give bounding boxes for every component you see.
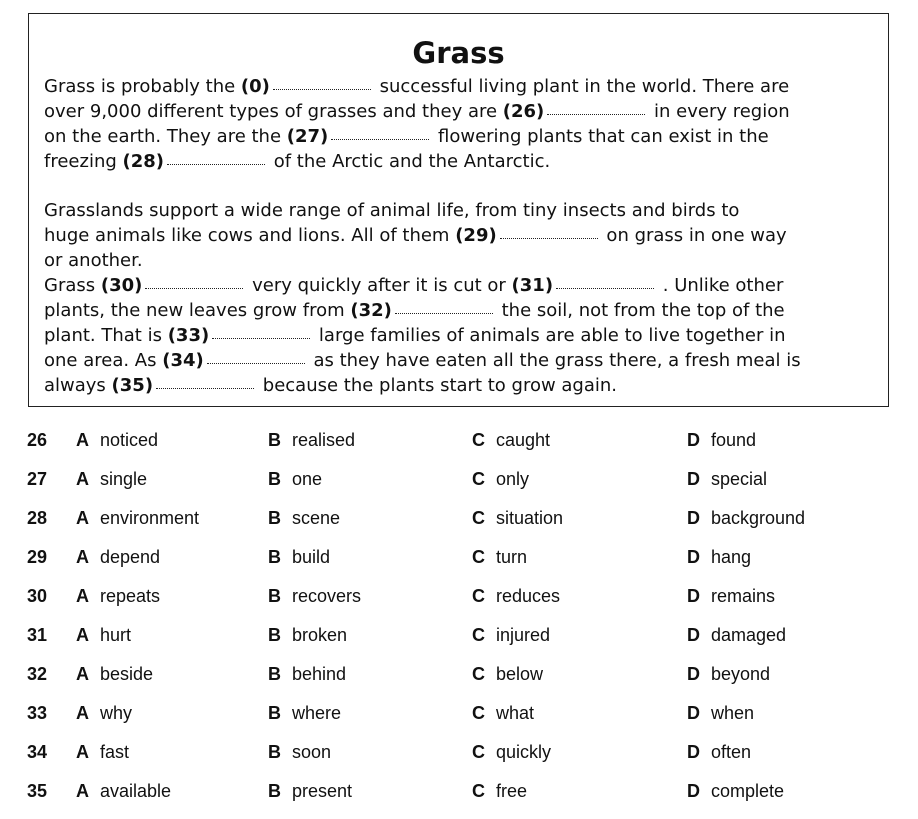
- question-row-30: [0, 585, 918, 624]
- option-text: turn: [496, 547, 528, 567]
- passage-text: very quickly after it is cut or: [246, 275, 512, 296]
- question-number: 31: [27, 625, 48, 645]
- option-b[interactable]: [268, 624, 347, 646]
- option-b[interactable]: [268, 780, 352, 802]
- option-a[interactable]: [76, 507, 199, 529]
- gap-number: (35): [111, 375, 154, 396]
- passage-line: [44, 348, 884, 373]
- option-c[interactable]: [472, 741, 551, 763]
- option-b[interactable]: [268, 429, 355, 451]
- option-letter: A: [76, 469, 89, 489]
- option-text: scene: [292, 508, 341, 528]
- passage-line: [44, 124, 884, 149]
- answer-gap[interactable]: [156, 382, 254, 389]
- option-d[interactable]: [687, 507, 805, 529]
- gap-number: (26): [502, 101, 545, 122]
- option-letter: B: [268, 742, 281, 762]
- option-letter: D: [687, 781, 700, 801]
- passage-text: in every region: [648, 101, 790, 122]
- option-letter: B: [268, 547, 281, 567]
- question-row-29: [0, 546, 918, 585]
- question-number: 28: [27, 508, 48, 528]
- option-text: situation: [496, 508, 564, 528]
- passage-text: large families of animals are able to live together in: [313, 325, 786, 346]
- passage-title: Grass: [412, 36, 505, 70]
- option-letter: B: [268, 586, 281, 606]
- passage-text: one area. As: [44, 350, 163, 371]
- option-text: hang: [711, 547, 752, 567]
- option-text: below: [496, 664, 544, 684]
- option-a[interactable]: [76, 780, 171, 802]
- option-c[interactable]: [472, 624, 550, 646]
- option-letter: C: [472, 742, 485, 762]
- question-number: 32: [27, 664, 48, 684]
- passage-box: [28, 13, 889, 407]
- question-row-26: [0, 429, 918, 468]
- option-text: when: [711, 703, 755, 723]
- question-number: 26: [27, 430, 48, 450]
- passage-text: Grasslands support a wide range of animal life, from tiny insects and birds to: [44, 200, 740, 221]
- option-letter: B: [268, 703, 281, 723]
- option-text: depend: [100, 547, 161, 567]
- gap-number: (31): [511, 275, 554, 296]
- gap-number: (29): [455, 225, 497, 246]
- option-letter: D: [687, 430, 700, 450]
- option-letter: A: [76, 625, 89, 645]
- option-letter: A: [76, 430, 89, 450]
- option-d[interactable]: [687, 429, 756, 451]
- passage-text: freezing: [44, 151, 123, 172]
- question-row-35: [0, 780, 918, 819]
- option-letter: C: [472, 430, 485, 450]
- option-letter: C: [472, 547, 485, 567]
- option-text: single: [100, 469, 148, 489]
- passage-text: plant. That is: [44, 325, 168, 346]
- option-text: behind: [292, 664, 347, 684]
- question-number: 34: [27, 742, 48, 762]
- option-letter: C: [472, 586, 485, 606]
- option-text: beside: [100, 664, 154, 684]
- gap-number: (33): [167, 325, 210, 346]
- option-b[interactable]: [268, 663, 346, 685]
- option-letter: C: [472, 625, 485, 645]
- option-letter: D: [687, 703, 700, 723]
- option-text: beyond: [711, 664, 771, 684]
- option-c[interactable]: [472, 585, 560, 607]
- option-a[interactable]: [76, 546, 160, 568]
- passage-text: flowering plants that can exist in the: [432, 126, 769, 147]
- option-text: quickly: [496, 742, 552, 762]
- option-b[interactable]: [268, 468, 322, 490]
- option-text: only: [496, 469, 530, 489]
- question-number: 35: [27, 781, 48, 801]
- answer-gap[interactable]: [207, 357, 305, 364]
- gap-number: (0): [240, 76, 270, 97]
- option-letter: C: [472, 469, 485, 489]
- option-c[interactable]: [472, 507, 563, 529]
- answer-gap[interactable]: [212, 332, 310, 339]
- answer-gap[interactable]: [331, 133, 429, 140]
- passage-text: successful living plant in the world. There are: [373, 76, 790, 97]
- option-text: one: [292, 469, 323, 489]
- answer-gap[interactable]: [500, 232, 598, 239]
- option-letter: D: [687, 742, 700, 762]
- answer-gap[interactable]: [556, 282, 654, 289]
- option-text: where: [292, 703, 342, 723]
- option-text: complete: [711, 781, 785, 801]
- passage-paragraph-1: [44, 74, 884, 174]
- option-letter: D: [687, 664, 700, 684]
- option-letter: C: [472, 781, 485, 801]
- option-b[interactable]: [268, 741, 331, 763]
- option-letter: A: [76, 586, 89, 606]
- option-letter: B: [268, 430, 281, 450]
- passage-line: [44, 198, 884, 223]
- answer-gap[interactable]: [167, 158, 265, 165]
- passage-line: [44, 99, 884, 124]
- option-b[interactable]: [268, 702, 341, 724]
- question-row-28: [0, 507, 918, 546]
- question-row-31: [0, 624, 918, 663]
- option-text: available: [100, 781, 172, 801]
- option-text: caught: [496, 430, 551, 450]
- passage-text: . Unlike other: [657, 275, 784, 296]
- question-number: 33: [27, 703, 48, 723]
- option-d[interactable]: [687, 702, 754, 724]
- option-a[interactable]: [76, 741, 129, 763]
- option-a[interactable]: [76, 429, 158, 451]
- option-text: present: [292, 781, 353, 801]
- passage-line: [44, 323, 884, 348]
- option-letter: A: [76, 781, 89, 801]
- passage-line: [44, 248, 884, 273]
- option-text: realised: [292, 430, 356, 450]
- question-number: 29: [27, 547, 48, 567]
- gap-number: (32): [350, 300, 392, 321]
- option-letter: D: [687, 586, 700, 606]
- option-c[interactable]: [472, 429, 550, 451]
- option-letter: A: [76, 742, 89, 762]
- option-text: repeats: [100, 586, 161, 606]
- passage-text: huge animals like cows and lions. All of them: [44, 225, 456, 246]
- answer-gap[interactable]: [547, 108, 645, 115]
- question-row-34: [0, 741, 918, 780]
- option-d[interactable]: [687, 468, 767, 490]
- gap-number: (27): [286, 126, 329, 147]
- question-row-33: [0, 702, 918, 741]
- option-letter: B: [268, 508, 281, 528]
- passage-text: as they have eaten all the grass there, a fresh meal is: [307, 350, 801, 371]
- option-letter: D: [687, 508, 700, 528]
- passage-text: on the earth. They are the: [44, 126, 287, 147]
- passage-line: [44, 373, 884, 398]
- passage-text: over 9,000 different types of grasses and they are: [44, 101, 503, 122]
- answer-gap[interactable]: [145, 282, 243, 289]
- option-d[interactable]: [687, 780, 784, 802]
- option-text: why: [100, 703, 133, 723]
- answer-gap[interactable]: [273, 83, 371, 90]
- option-text: remains: [711, 586, 776, 606]
- option-letter: B: [268, 664, 281, 684]
- passage-text: Grass: [44, 275, 101, 296]
- passage-line: [44, 149, 884, 174]
- option-text: found: [711, 430, 757, 450]
- passage-text: of the Arctic and the Antarctic.: [268, 151, 551, 172]
- option-letter: A: [76, 547, 89, 567]
- option-d[interactable]: [687, 546, 751, 568]
- option-text: background: [711, 508, 806, 528]
- passage-line: [44, 273, 884, 298]
- option-text: hurt: [100, 625, 132, 645]
- option-b[interactable]: [268, 507, 340, 529]
- option-text: noticed: [100, 430, 159, 450]
- passage-paragraph-2: [44, 198, 884, 273]
- question-number: 30: [27, 586, 48, 606]
- option-letter: C: [472, 508, 485, 528]
- option-text: fast: [100, 742, 130, 762]
- option-letter: B: [268, 781, 281, 801]
- passage-text: or another.: [44, 250, 143, 271]
- option-d[interactable]: [687, 624, 786, 646]
- option-letter: A: [76, 508, 89, 528]
- option-letter: D: [687, 469, 700, 489]
- option-text: injured: [496, 625, 551, 645]
- passage-text: always: [44, 375, 112, 396]
- option-letter: D: [687, 547, 700, 567]
- option-a[interactable]: [76, 663, 153, 685]
- option-text: broken: [292, 625, 348, 645]
- question-number: 27: [27, 469, 48, 489]
- option-letter: C: [472, 703, 485, 723]
- option-c[interactable]: [472, 663, 543, 685]
- option-letter: B: [268, 625, 281, 645]
- gap-number: (28): [122, 151, 165, 172]
- option-c[interactable]: [472, 780, 527, 802]
- option-d[interactable]: [687, 741, 751, 763]
- option-text: build: [292, 547, 331, 567]
- option-letter: A: [76, 664, 89, 684]
- option-a[interactable]: [76, 468, 147, 490]
- passage-paragraph-3: [44, 273, 884, 398]
- option-letter: B: [268, 469, 281, 489]
- passage-text: Grass is probably the: [44, 76, 241, 97]
- option-text: free: [496, 781, 528, 801]
- gap-number: (30): [100, 275, 143, 296]
- passage-line: [44, 298, 884, 323]
- option-text: reduces: [496, 586, 561, 606]
- passage-text: because the plants start to grow again.: [257, 375, 618, 396]
- option-a[interactable]: [76, 702, 132, 724]
- option-text: recovers: [292, 586, 362, 606]
- option-text: damaged: [711, 625, 787, 645]
- option-text: environment: [100, 508, 200, 528]
- gap-number: (34): [162, 350, 204, 371]
- question-row-27: [0, 468, 918, 507]
- passage-line: [44, 223, 884, 248]
- option-b[interactable]: [268, 585, 361, 607]
- question-row-32: [0, 663, 918, 702]
- answer-gap[interactable]: [395, 307, 493, 314]
- option-b[interactable]: [268, 546, 330, 568]
- option-a[interactable]: [76, 624, 131, 646]
- option-d[interactable]: [687, 585, 775, 607]
- passage-text: plants, the new leaves grow from: [44, 300, 351, 321]
- option-letter: A: [76, 703, 89, 723]
- passage-text: on grass in one way: [600, 225, 787, 246]
- option-text: what: [496, 703, 535, 723]
- option-text: soon: [292, 742, 332, 762]
- passage-line: [44, 74, 884, 99]
- option-c[interactable]: [472, 546, 527, 568]
- option-text: special: [711, 469, 768, 489]
- option-a[interactable]: [76, 585, 160, 607]
- option-letter: D: [687, 625, 700, 645]
- option-c[interactable]: [472, 702, 534, 724]
- passage-text: the soil, not from the top of the: [495, 300, 785, 321]
- option-c[interactable]: [472, 468, 529, 490]
- option-d[interactable]: [687, 663, 770, 685]
- option-text: often: [711, 742, 752, 762]
- option-letter: C: [472, 664, 485, 684]
